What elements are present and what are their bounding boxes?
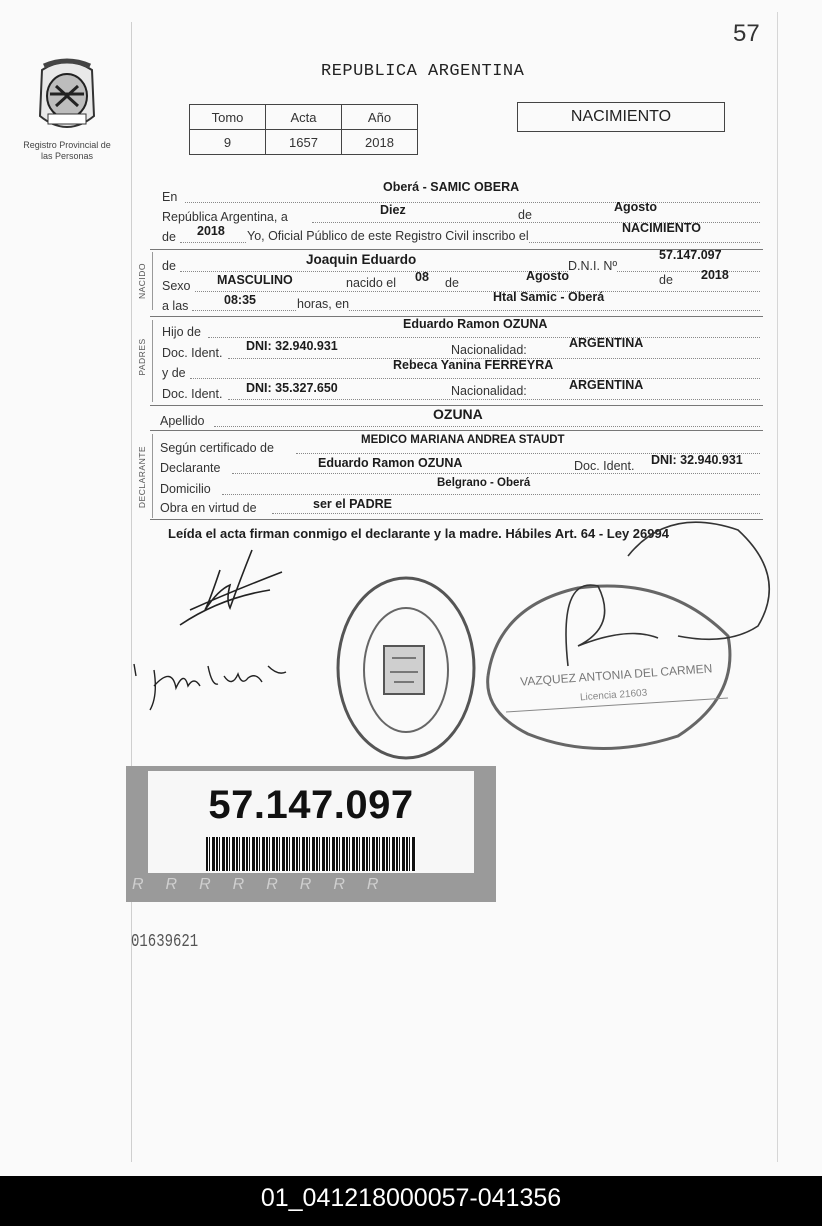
value-record: NACIMIENTO <box>622 221 701 235</box>
label-dni: D.N.I. Nº <box>568 259 618 273</box>
header-acta: Acta <box>266 105 342 130</box>
label-de: de <box>518 208 532 222</box>
section-bar <box>152 252 153 310</box>
registry-label: Registro Provincial de las Personas <box>23 140 111 161</box>
value-certificate: MEDICO MARIANA ANDREA STAUDT <box>361 434 565 446</box>
dotted-line <box>228 399 760 400</box>
value-declarant-doc: DNI: 32.940.931 <box>651 453 743 467</box>
value-year: 2018 <box>197 224 225 238</box>
value-birth-day: 08 <box>415 270 429 284</box>
side-label-padres: PADRES <box>137 338 147 376</box>
label-de-year: de <box>162 230 176 244</box>
value-dni: 57.147.097 <box>659 248 722 262</box>
id-number-sticker <box>126 766 496 902</box>
value-name: Joaquin Eduardo <box>306 252 417 267</box>
side-label-declarante: DECLARANTE <box>137 445 147 509</box>
label-nacido-el: nacido el <box>346 276 397 290</box>
record-type-box: NACIMIENTO <box>517 102 725 132</box>
label-de-name: de <box>162 259 176 273</box>
official-stamp <box>478 516 778 756</box>
record-table <box>189 104 418 155</box>
barcode <box>206 837 416 871</box>
declarant-signature <box>160 540 300 640</box>
label-yo: Yo, Oficial Público de este Registro Civil inscribo el <box>247 229 529 243</box>
label-y-de: y de <box>162 366 186 380</box>
section-divider <box>150 430 763 431</box>
dotted-line <box>192 310 760 311</box>
label-apellido: Apellido <box>160 414 205 428</box>
label-hijo-de: Hijo de <box>162 325 201 339</box>
section-bar <box>152 434 153 518</box>
dotted-line <box>180 271 760 272</box>
label-de-3: de <box>659 273 673 287</box>
label-segun: Según certificado de <box>160 441 274 455</box>
control-serial: 01639621 <box>131 931 199 953</box>
value-birth-month: Agosto <box>526 269 570 283</box>
header-ano: Año <box>342 105 418 130</box>
value-surname: OZUNA <box>433 406 483 422</box>
label-a-las: a las <box>162 299 189 313</box>
sticker-watermark: RRRRRRRR <box>132 876 401 893</box>
label-en: En <box>162 190 178 204</box>
dotted-line <box>195 291 760 292</box>
label-sexo: Sexo <box>162 279 191 293</box>
dotted-line <box>190 378 760 379</box>
label-obra: Obra en virtud de <box>160 501 257 515</box>
value-time: 08:35 <box>224 293 256 307</box>
label-declarante: Declarante <box>160 461 221 475</box>
value-ano: 2018 <box>342 130 418 155</box>
registry-round-seal <box>332 572 480 764</box>
scan-filename: 01_041218000057-041356 <box>260 1184 562 1212</box>
dotted-line <box>185 202 760 203</box>
value-month: Agosto <box>614 200 658 214</box>
page-number: 57 <box>733 20 760 47</box>
value-capacity: ser el PADRE <box>313 497 392 511</box>
label-domicilio: Domicilio <box>160 482 211 496</box>
value-father-nat: ARGENTINA <box>569 336 644 350</box>
document-title: REPUBLICA ARGENTINA <box>321 62 525 81</box>
left-margin-line <box>131 22 132 1162</box>
label-de-2: de <box>445 276 459 290</box>
official-stamp-name: VAZQUEZ ANTONIA DEL CARMEN <box>519 661 713 689</box>
value-tomo: 9 <box>190 130 266 155</box>
side-label-nacido: NACIDO <box>137 262 147 300</box>
label-horas-en: horas, en <box>297 297 350 311</box>
dotted-line <box>232 473 760 474</box>
provincial-crest-logo <box>34 56 100 138</box>
closing-legend: Leída el acta firman conmigo el declarante y la madre. Hábiles Art. 64 - Ley 26994 <box>168 526 669 541</box>
value-birth-year: 2018 <box>701 268 729 282</box>
section-bar <box>152 320 153 402</box>
value-father: Eduardo Ramon OZUNA <box>403 317 548 331</box>
value-mother: Rebeca Yanina FERREYRA <box>393 358 554 372</box>
label-doc-ident-declarant: Doc. Ident. <box>574 459 635 473</box>
label-nacionalidad-mother: Nacionalidad: <box>451 384 527 398</box>
label-doc-ident-father: Doc. Ident. <box>162 346 223 360</box>
dotted-line <box>272 513 760 514</box>
dotted-line <box>222 494 760 495</box>
label-republica: República Argentina, a <box>162 210 288 224</box>
value-declarant: Eduardo Ramon OZUNA <box>318 456 463 470</box>
label-doc-ident-mother: Doc. Ident. <box>162 387 223 401</box>
dotted-line <box>208 337 760 338</box>
value-father-doc: DNI: 32.940.931 <box>246 339 338 353</box>
dotted-line <box>214 426 760 427</box>
sticker-number: 57.147.097 <box>208 783 414 827</box>
value-birth-place: Htal Samic - Oberá <box>493 290 605 304</box>
mother-signature <box>128 646 308 716</box>
value-mother-doc: DNI: 35.327.650 <box>246 381 338 395</box>
value-sex: MASCULINO <box>217 273 293 287</box>
sticker-label <box>148 771 474 873</box>
label-nacionalidad-father: Nacionalidad: <box>451 343 527 357</box>
value-address: Belgrano - Oberá <box>437 477 531 489</box>
value-place: Oberá - SAMIC OBERA <box>383 180 520 194</box>
header-tomo: Tomo <box>190 105 266 130</box>
value-acta: 1657 <box>266 130 342 155</box>
value-day: Diez <box>380 203 406 217</box>
scan-footer <box>0 1176 822 1226</box>
official-stamp-license: Licencia 21603 <box>579 687 648 704</box>
value-mother-nat: ARGENTINA <box>569 378 644 392</box>
